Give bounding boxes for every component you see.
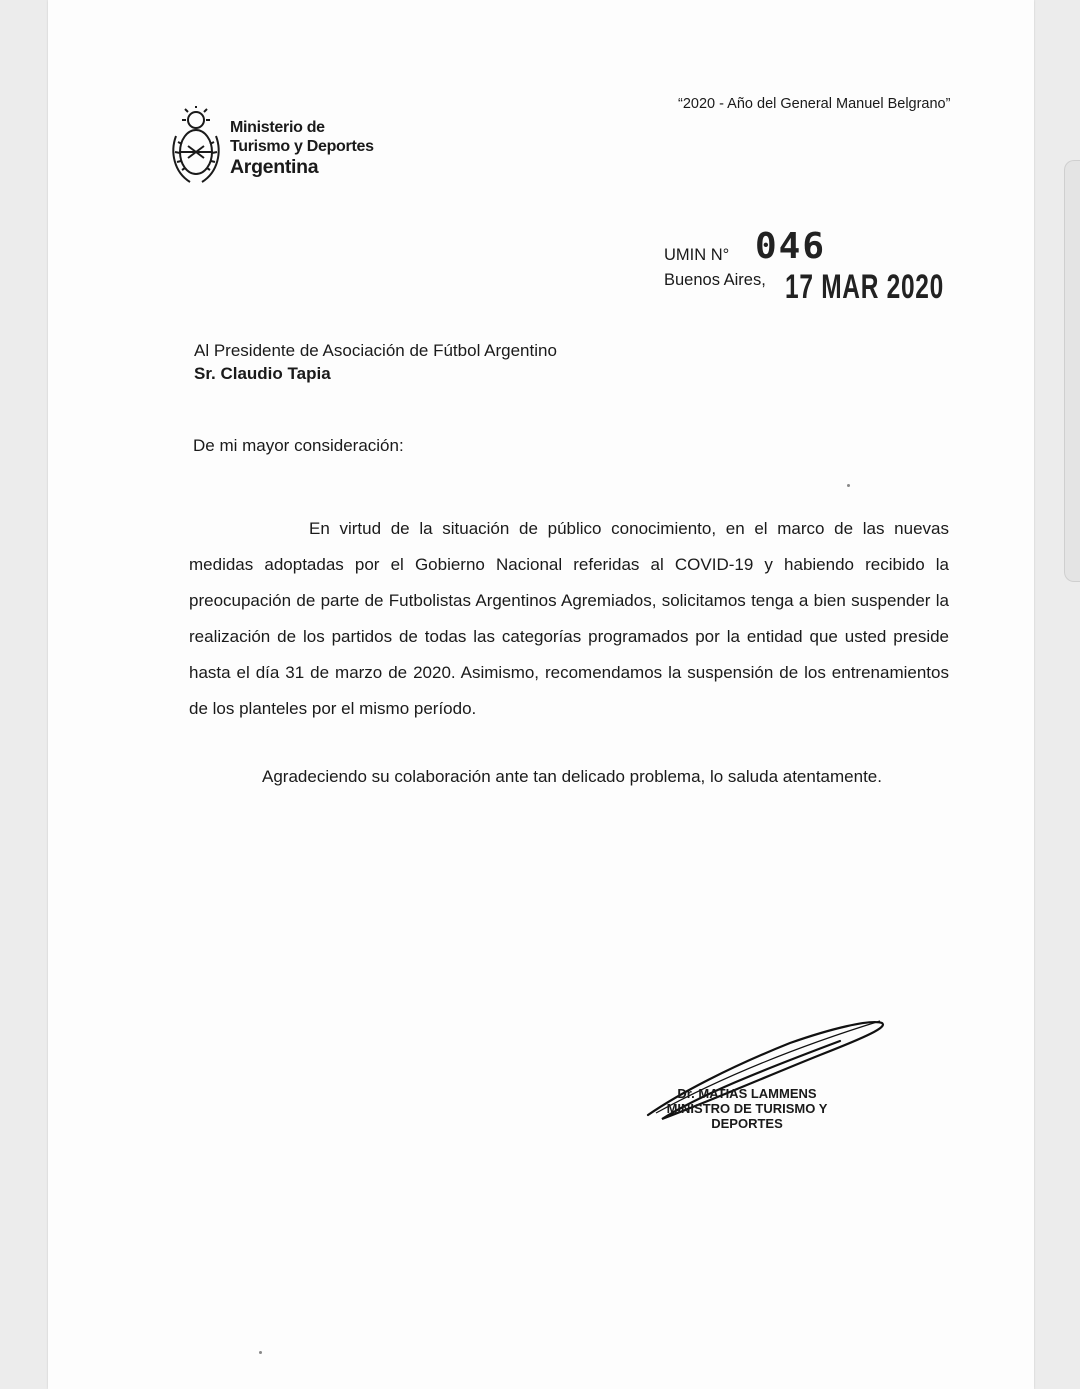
closing-line: Agradeciendo su colaboración ante tan delicado problema, lo saluda atentamente. <box>262 767 882 786</box>
year-motto: “2020 - Año del General Manuel Belgrano” <box>678 96 951 112</box>
greeting: De mi mayor consideración: <box>193 436 404 455</box>
umin-label: UMIN N° <box>664 246 730 264</box>
body-line-1: En virtud de la situación de público conocimiento, en el marco de las nuevas <box>309 519 949 538</box>
body-line-6: de los entrenamientos de los planteles por el mismo período. <box>189 663 949 718</box>
date-stamp: 17 MAR 2020 <box>785 268 944 306</box>
signatory-title-1: MINISTRO DE TURISMO Y <box>666 1101 828 1116</box>
body-line-2: medidas adoptadas por el Gobierno Nacional referidas al COVID-19 y habiendo recibido la <box>189 555 949 574</box>
city-label: Buenos Aires, <box>664 271 766 289</box>
recipient-name: Sr. Claudio Tapia <box>194 364 331 383</box>
coat-of-arms-icon <box>168 106 224 186</box>
umin-number: 046 <box>755 226 827 267</box>
signature-block <box>657 1086 837 1131</box>
signatory-name: Dr. MATIAS LAMMENS <box>677 1086 817 1101</box>
body-line-4: suspender la realización de los partidos de todas las categorías programados por la entidad <box>189 591 949 646</box>
scan-speck <box>259 1351 262 1354</box>
ministry-letterhead <box>230 118 374 178</box>
scan-speck <box>847 484 850 487</box>
ministry-line-3: Argentina <box>230 156 319 178</box>
ministry-line-2: Turismo y Deportes <box>230 138 374 155</box>
body-line-5: que usted preside hasta el día 31 de marzo de 2020. Asimismo, recomendamos la suspensión <box>189 627 949 682</box>
letter-body <box>189 511 949 727</box>
scrollbar[interactable] <box>1064 160 1080 582</box>
signatory-title-2: DEPORTES <box>711 1116 783 1131</box>
body-line-3: preocupación de parte de Futbolistas Argentinos Agremiados, solicitamos tenga a bien <box>189 591 852 610</box>
ministry-line-1: Ministerio de <box>230 119 325 136</box>
recipient-title: Al Presidente de Asociación de Fútbol Argentino <box>194 341 557 360</box>
